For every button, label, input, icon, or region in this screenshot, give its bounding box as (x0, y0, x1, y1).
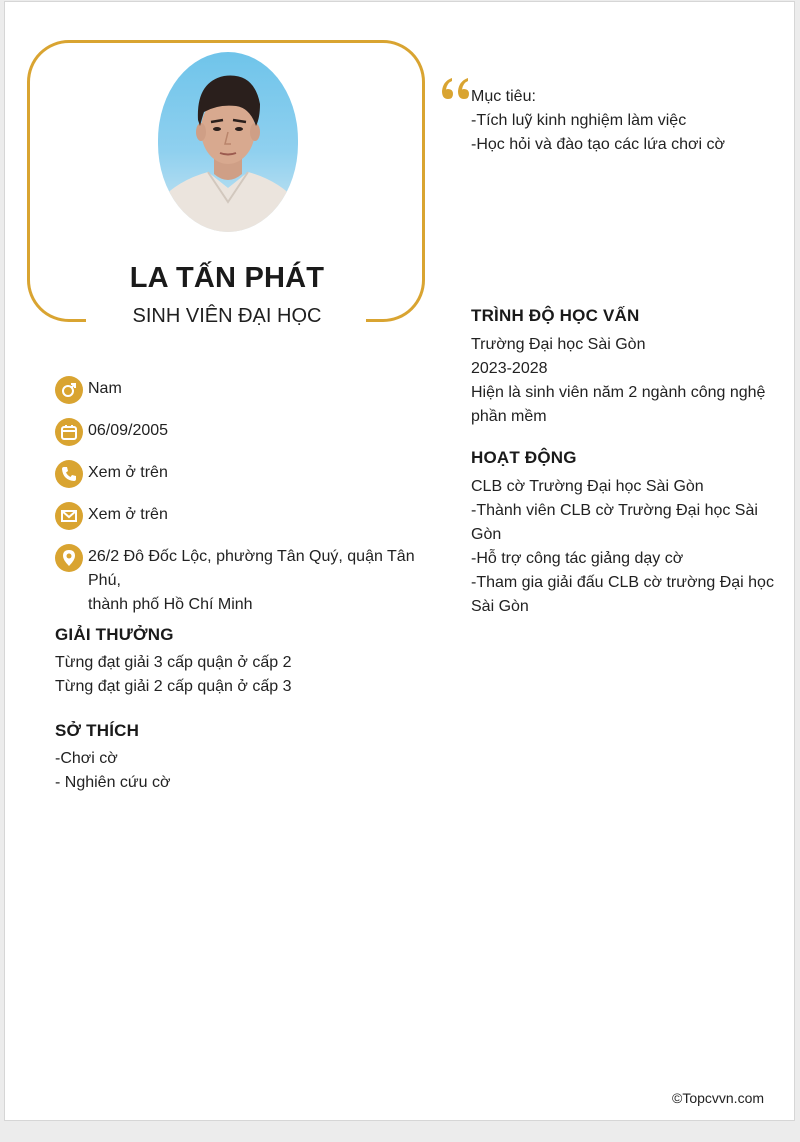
hobby-item: -Chơi cờ (55, 750, 118, 767)
activity-line: -Hỗ trợ công tác giảng dạy cờ (471, 550, 684, 567)
activity-line: Sài Gòn (471, 598, 529, 615)
calendar-icon (55, 418, 83, 446)
address-line: 26/2 Đô Đốc Lộc, phường Tân Quý, quận Tân Phú, (88, 548, 415, 589)
person-portrait-icon (158, 52, 298, 232)
activities-heading: HOẠT ĐỘNG (471, 448, 577, 467)
education-desc: phần mềm (471, 408, 547, 425)
awards-list (55, 651, 291, 699)
activity-line: -Thành viên CLB cờ Trường Đại học Sài (471, 502, 758, 519)
email-icon (55, 502, 83, 530)
activity-line: -Tham gia giải đấu CLB cờ trường Đại học (471, 574, 774, 591)
education-section (471, 333, 781, 429)
gender-value: Nam (88, 380, 122, 397)
objective-section (471, 85, 725, 157)
candidate-name: LA TẤN PHÁT (129, 262, 325, 294)
education-desc: Hiện là sinh viên năm 2 ngành công nghệ (471, 384, 766, 401)
gender-icon (55, 376, 83, 404)
objective-line: Mục tiêu: (471, 88, 536, 105)
education-heading: TRÌNH ĐỘ HỌC VẤN (471, 306, 640, 325)
activities-section (471, 475, 781, 619)
hobbies-heading: SỞ THÍCH (55, 721, 140, 740)
address-line: thành phố Hồ Chí Minh (88, 596, 253, 613)
phone-value: Xem ở trên (88, 464, 168, 481)
candidate-role: SINH VIÊN ĐẠI HỌC (132, 305, 322, 327)
activity-line: Gòn (471, 526, 502, 543)
award-item: Từng đạt giải 3 cấp quận ở cấp 2 (55, 654, 292, 671)
email-value: Xem ở trên (88, 506, 168, 523)
phone-icon (55, 460, 83, 488)
quote-icon (440, 76, 470, 102)
awards-heading: GIẢI THƯỞNG (55, 625, 174, 644)
activity-line: CLB cờ Trường Đại học Sài Gòn (471, 478, 704, 495)
education-school: Trường Đại học Sài Gòn (471, 336, 646, 353)
profile-photo (158, 52, 298, 232)
education-years: 2023-2028 (471, 360, 548, 377)
hobby-item: - Nghiên cứu cờ (55, 774, 171, 791)
award-item: Từng đạt giải 2 cấp quận ở cấp 3 (55, 678, 292, 695)
location-pin-icon (55, 544, 83, 572)
birthday-value: 06/09/2005 (88, 422, 169, 439)
copyright-text: ©Topcvvn.com (672, 1090, 765, 1106)
hobbies-list (55, 747, 170, 795)
address-value (88, 545, 448, 617)
objective-line: -Tích luỹ kinh nghiệm làm việc (471, 112, 687, 129)
objective-line: -Học hỏi và đào tạo các lứa chơi cờ (471, 136, 726, 153)
